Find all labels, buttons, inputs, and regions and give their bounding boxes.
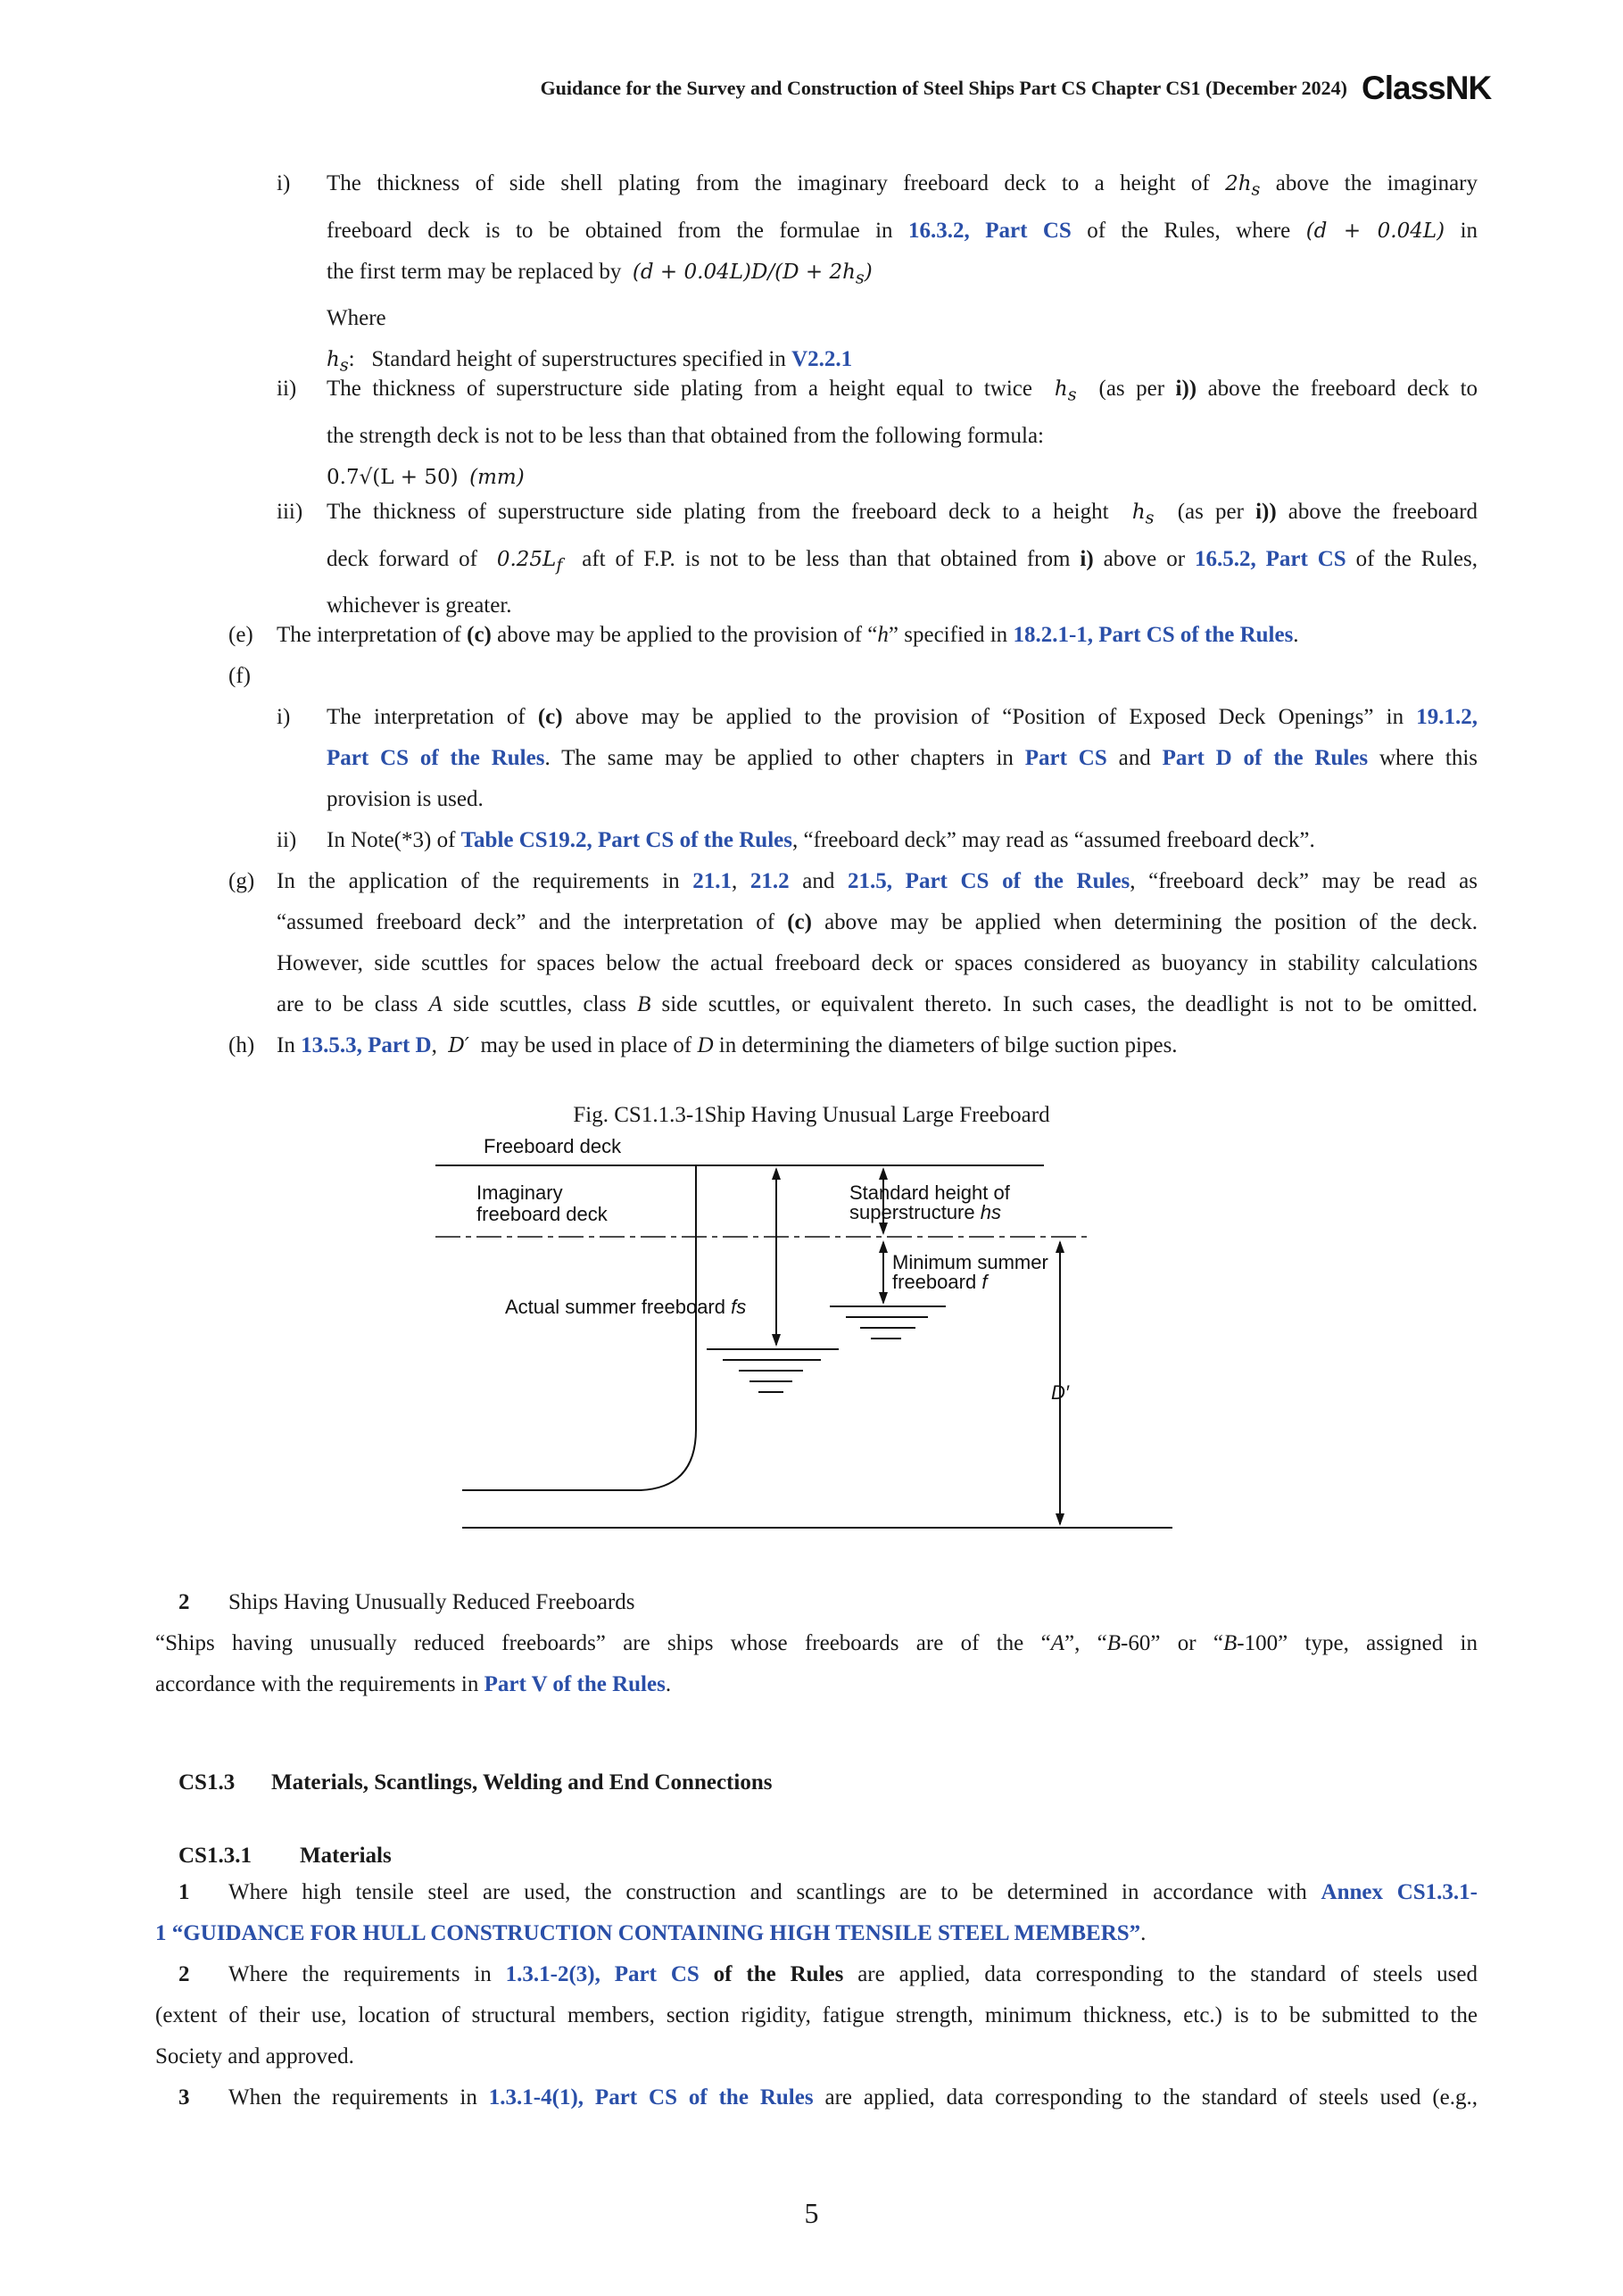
svg-text:superstructure hs: superstructure hs [849,1201,1001,1223]
link-part-d-rules[interactable]: Part D of the Rules [1162,746,1369,770]
item-f-i: The interpretation of (c) above may be applied to the provision of “Position of Exposed Deck Openings” in 19.1.2, Part CS of the Rules. The same may be applied to other chapters in Part CS and Part D of the Rules where this provision is used. [327,705,1478,811]
item-e: The interpretation of (c) above may be applied to the provision of “h” specified in 18.2.1-1, Part CS of the Rules. [277,623,1299,647]
para-2-num: 2 [178,1590,190,1614]
section-cs1-3-num: CS1.3 [178,1770,236,1795]
link-annex-title[interactable]: 1 “GUIDANCE FOR HULL CONSTRUCTION CONTAINING HIGH TENSILE STEEL MEMBERS” [155,1921,1141,1945]
label-min-2: freeboard [892,1271,977,1293]
link-table-cs19-2[interactable]: Table CS19.2, Part CS of the Rules [460,828,792,852]
label-freeboard-deck: Freeboard deck [484,1135,622,1157]
link-19-1-2[interactable]: 19.1.2, [1416,705,1478,729]
running-header: Guidance for the Survey and Construction of Steel Ships Part CS Chapter CS1 (December 2024) [540,77,1347,99]
figure-caption: Fig. CS1.1.3-1Ship Having Unusual Large Freeboard [573,1103,1050,1127]
item-f-label: (f) [228,664,251,688]
svg-text:freeboard f: freeboard f [892,1271,988,1293]
label-actual: Actual summer freeboard [505,1296,725,1318]
item-h: In 13.5.3, Part D, D′ may be used in place of D in determining the diameters of bilge suction pipes. [277,1033,1178,1057]
link-18-2-1-1[interactable]: 18.2.1-1, Part CS of the Rules [1013,623,1294,647]
link-21-5[interactable]: 21.5, Part CS of the Rules [848,869,1130,893]
section-cs1-3-title: Materials, Scantlings, Welding and End Connections [271,1770,773,1795]
item-f-ii: In Note(*3) of Table CS19.2, Part CS of the Rules, “freeboard deck” may read as “assumed freeboard deck”. [327,828,1315,852]
mat-3-num: 3 [178,2085,190,2110]
item-e-label: (e) [228,623,253,647]
item-h-label: (h) [228,1033,255,1057]
section-cs1-3-1-title: Materials [300,1844,392,1868]
label-imaginary-2: freeboard deck [476,1203,608,1225]
link-part-cs-rules[interactable]: Part CS of the Rules [327,746,545,770]
classnk-logo: ClassNK [1362,70,1492,106]
svg-text:Actual summer freeboard fs: Actual summer freeboard fs [505,1296,747,1318]
formula: 0.7√(L + 50) [327,465,459,489]
item-c-iii: The thickness of superstructure side plating from the freeboard deck to a height $h_s$ (as per i)) above the freeboard deck forward of $0.25L_f$ aft of F.P. is not to be less than that obtained from i) above or 16.5.2, Part CS of the Rules, whichever is greater. [327,500,1478,618]
item-f-ii-label: ii) [277,828,297,852]
item-g-label: (g) [228,869,255,893]
link-1-3-1-2-3[interactable]: 1.3.1-2(3), Part CS [505,1962,700,1986]
label-min-1: Minimum summer [892,1251,1048,1273]
link-21-1[interactable]: 21.1 [692,869,732,893]
mat-2-body: Where the requirements in 1.3.1-2(3), Part CS of the Rules are applied, data corresponding to the standard of steels used (extent of their use, location of structural members, section rigidity, fatigue strength, minimum thickness, etc.) is to be submitted to the Society and approved. [155,1962,1478,2068]
mat-1-body: Where high tensile steel are used, the construction and scantlings are to be determined in accordance with Annex CS1.3.1- 1 “GUIDANCE FOR HULL CONSTRUCTION CONTAINING HIGH TENSILE STEEL MEMBERS”. [155,1880,1478,1945]
page-number: 5 [804,2197,819,2229]
link-16-5-2[interactable]: 16.5.2, Part CS [1194,546,1346,571]
item-c-ii: The thickness of superstructure side plating from a height equal to twice $h_s$ (as per i)) above the freeboard deck to the strength deck is not to be less than that obtained from the following formula: 0.7√(L + 50) (mm) [327,377,1478,489]
link-part-v[interactable]: Part V of the Rules [484,1672,666,1696]
link-21-2[interactable]: 21.2 [749,869,790,893]
link-part-cs[interactable]: Part CS [1024,746,1107,770]
link-13-5-3[interactable]: 13.5.3, Part D [301,1033,432,1057]
mat-1-num: 1 [178,1880,190,1904]
para-2-body: “Ships having unusually reduced freeboards” are ships whose freeboards are of the “A”, “B-60” or “B-100” type, assigned in accordance with the requirements in Part V of the Rules. [155,1631,1478,1696]
link-v2-2-1[interactable]: V2.2.1 [791,347,853,372]
label-imaginary-1: Imaginary [476,1181,563,1204]
link-1-3-1-4-1[interactable]: 1.3.1-4(1), Part CS of the Rules [488,2085,814,2110]
item-c-iii-label: iii) [277,500,303,524]
freeboard-diagram [419,1126,1205,1554]
where-label: Where [327,306,386,331]
label-std-1: Standard height of [849,1181,1010,1204]
link-annex-cs1-3-1[interactable]: Annex CS1.3.1- [1321,1880,1478,1904]
label-std-2: superstructure [849,1201,975,1223]
section-cs1-3-1-num: CS1.3.1 [178,1844,252,1868]
item-g: In the application of the requirements in 21.1, 21.2 and 21.5, Part CS of the Rules, “freeboard deck” may be read as “assumed freeboard deck” and the interpretation of (c) above may be applied when determining the position of the deck. However, side scuttles for spaces below the actual freeboard deck or spaces considered as buoyancy in stability calculations are to be class A side scuttles, class B side scuttles, or equivalent thereto. In such cases, the deadlight is not to be omitted. [277,869,1478,1016]
mat-2-num: 2 [178,1962,190,1986]
link-16-3-2[interactable]: 16.3.2, Part CS [908,218,1072,243]
para-2-title: Ships Having Unusually Reduced Freeboards [228,1590,635,1614]
item-c-ii-label: ii) [277,377,297,401]
item-c-i: The thickness of side shell plating from the imaginary freeboard deck to a height of $2h_s$ above the imaginary freeboard deck is to be obtained from the formulae in 16.3.2, Part CS of the Rules, where (d + 0.04L) in the first term may be replaced by $(d + 0.04L)D/(D + 2h_s)$ Where $h_s$: Standard height of superstructures specified in V2.2.1 [327,171,1478,376]
item-c-i-label: i) [277,171,291,195]
mat-3-body: When the requirements in 1.3.1-4(1), Part CS of the Rules are applied, data corresponding to the standard of steels used (e.g., [228,2085,1478,2110]
item-f-i-label: i) [277,705,291,729]
label-dprime: D′ [1051,1381,1070,1404]
